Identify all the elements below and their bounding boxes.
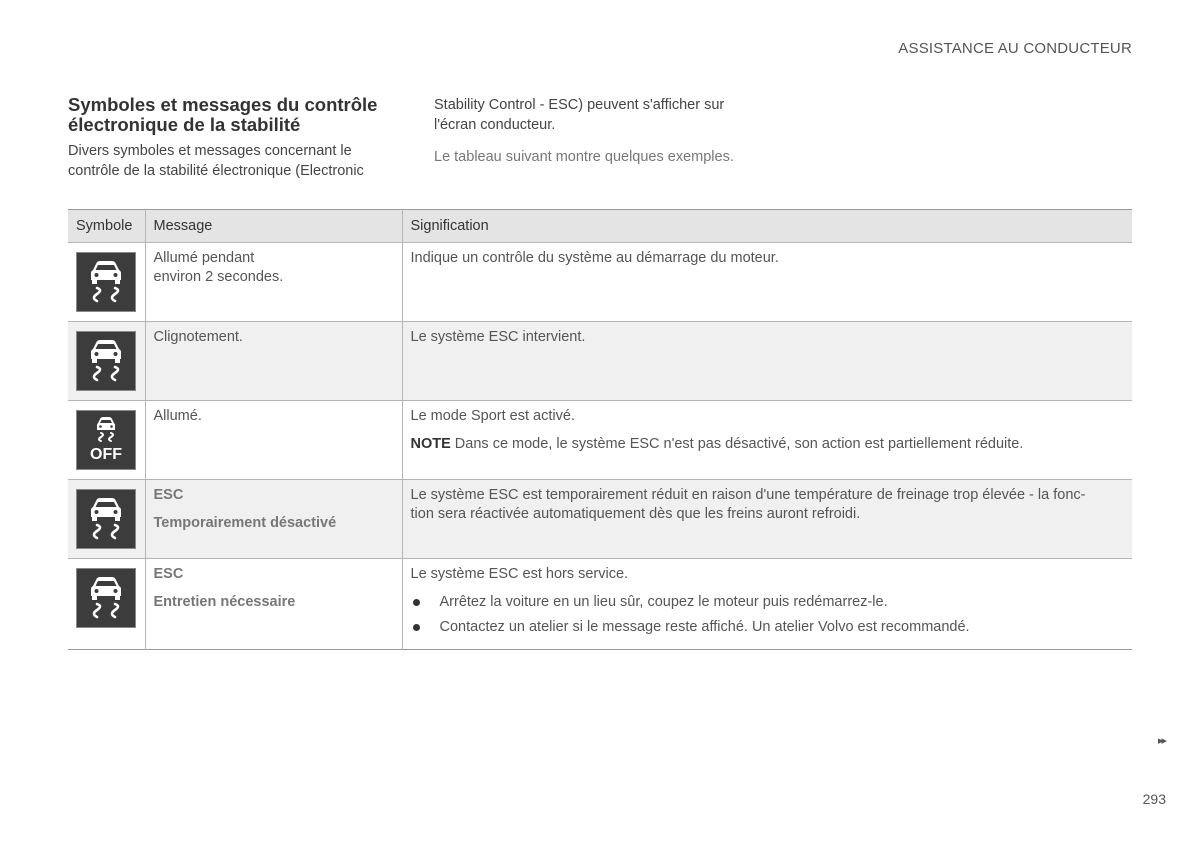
esc-skid-icon [76,331,136,391]
intro-column-right [434,95,764,167]
meaning-cell: Indique un contrôle du système au démarrage du moteur. [402,243,1132,322]
header-symbol: Symbole [68,210,145,243]
esc-skid-icon [76,489,136,549]
note: NOTE Dans ce mode, le système ESC n'est pas désactivé, son action est partiellement réduite. [410,436,1024,452]
section-title: Symboles et messages du contrôle électronique de la stabilité [68,94,378,135]
meaning-cell: Le mode Sport est activé. NOTE Dans ce mode, le système ESC n'est pas désactivé, son action est partiellement réduite. [402,401,1132,480]
table-row [68,243,1132,322]
esc-skid-icon [76,252,136,312]
message-cell: ESC Temporairement désactivé [145,480,402,559]
table-row [68,401,1132,480]
symbol-cell [68,243,145,322]
action-list [411,593,1125,637]
table-row [68,559,1132,650]
table-header-row [68,210,1132,243]
bullet-icon [413,624,420,631]
list-item: Arrêtez la voiture en un lieu sûr, coupez le moteur puis redémarrez-le. [411,593,1125,612]
message-cell: Allumé. [145,401,402,480]
list-item: Contactez un atelier si le message reste affiché. Un atelier Volvo est recommandé. [411,618,1125,637]
symbol-cell [68,322,145,401]
off-label: OFF [90,446,122,463]
bullet-icon [413,599,420,606]
esc-symbols-table [68,209,1132,650]
esc-skid-icon [76,568,136,628]
message-cell: Clignotement. [145,322,402,401]
intro-paragraph-start: Divers symboles et messages concernant le contrôle de la stabilité électronique (Electronic [68,143,364,179]
table-row [68,322,1132,401]
header-message: Message [145,210,402,243]
table-row [68,480,1132,559]
symbol-cell [68,480,145,559]
intro-paragraph-end: Stability Control - ESC) peuvent s'afficher sur l'écran conducteur. [434,97,725,133]
symbol-cell [68,401,145,480]
continue-arrows-icon: ▸▸ [1157,735,1165,747]
section-header: ASSISTANCE AU CONDUCTEUR [898,40,1132,57]
meaning-cell: Le système ESC intervient. [402,322,1132,401]
message-cell: ESC Entretien nécessaire [145,559,402,650]
esc-off-icon [76,410,136,470]
header-meaning: Signification [402,210,1132,243]
symbol-cell [68,559,145,650]
intro-column-left [68,95,408,181]
table-intro: Le tableau suivant montre quelques exemples. [434,149,734,165]
meaning-cell: Le système ESC est temporairement réduit en raison d'une température de freinage trop élevée - la fonc- tion sera réactivée automatiquement dès que les freins auront refroidi. [402,480,1132,559]
message-cell: Allumé pendant environ 2 secondes. [145,243,402,322]
meaning-cell: Le système ESC est hors service. Arrêtez la voiture en un lieu sûr, coupez le moteur puis redémarrez-le. Contactez un atelier si le message reste affiché. Un atelier Volvo est recommandé. [402,559,1132,650]
page-number: 293 [1142,791,1166,807]
